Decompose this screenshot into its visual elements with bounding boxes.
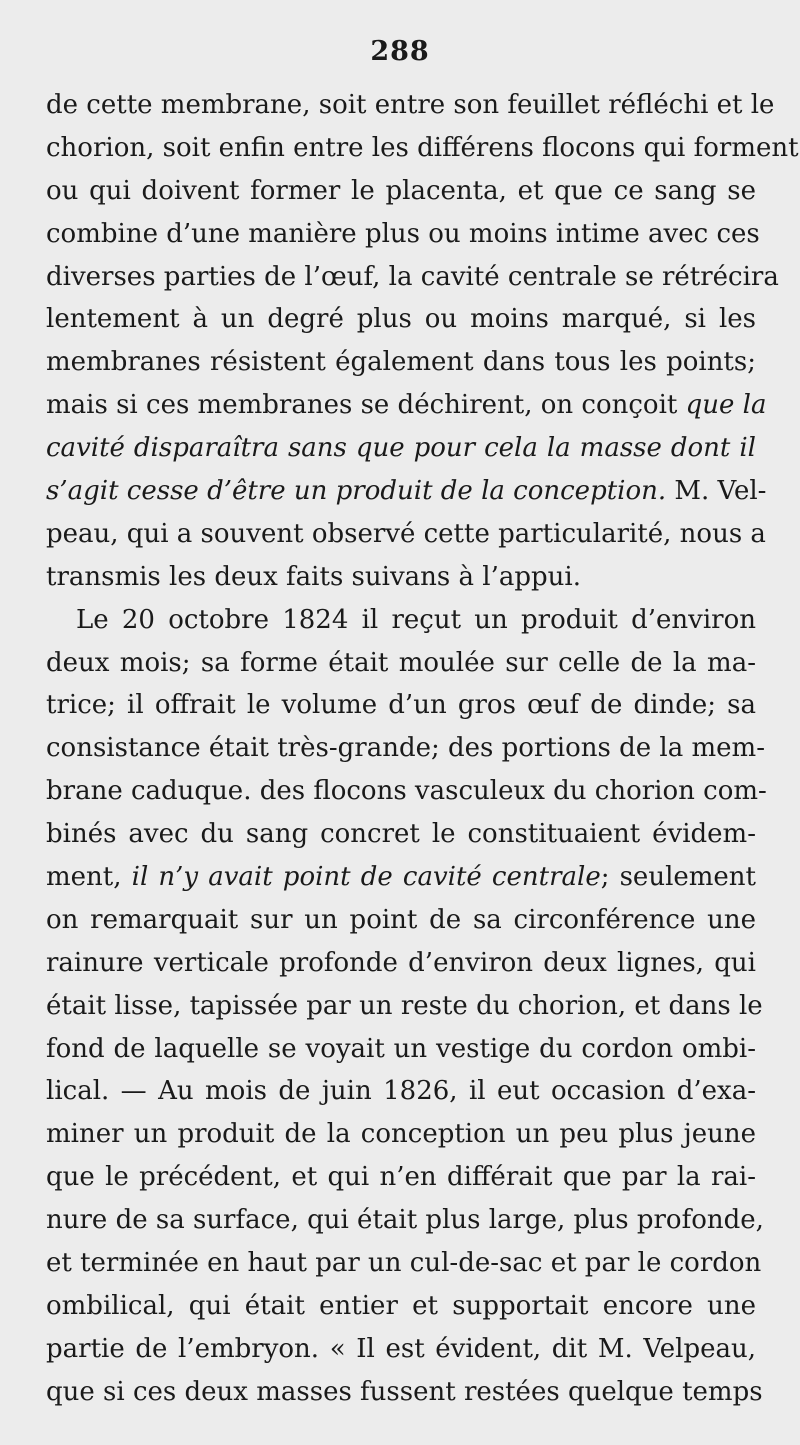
text-line <box>46 1113 756 1156</box>
text-segment: ombilical, qui était entier et supportait encore une <box>46 1290 756 1321</box>
text-line <box>46 1156 756 1199</box>
text-segment: lentement à un degré plus ou moins marqué, si les <box>46 304 756 335</box>
text-line <box>46 642 756 685</box>
text-segment: que le précédent, et qui n’en différait que par la rai- <box>46 1162 756 1193</box>
text-segment: que si ces deux masses fussent restées quelque temps <box>46 1376 763 1407</box>
text-line <box>46 813 756 856</box>
text-segment: chorion, soit enfin entre les différens flocons qui forment <box>46 132 799 163</box>
body-text <box>46 84 799 1414</box>
text-line <box>46 513 766 556</box>
text-line <box>46 1371 763 1414</box>
text-segment: partie de l’embryon. « Il est évident, dit M. Velpeau, <box>46 1333 756 1364</box>
text-line <box>46 1070 756 1113</box>
text-line <box>46 556 756 599</box>
text-line <box>46 599 756 642</box>
text-segment: de cette membrane, soit entre son feuillet réfléchi et le <box>46 90 775 120</box>
text-segment: rainure verticale profonde d’environ deux lignes, qui <box>46 947 756 978</box>
text-segment: on remarquait sur un point de sa circonférence une <box>46 904 756 935</box>
italic-text: s’agit cesse d’être un produit de la conception. <box>46 476 667 507</box>
text-segment: miner un produit de la conception un peu plus jeune <box>46 1119 756 1150</box>
text-line <box>46 256 779 299</box>
text-segment: membranes résistent également dans tous les points; <box>46 347 756 378</box>
italic-text: il n’y avait point de cavité centrale <box>131 862 601 893</box>
page-number: 288 <box>370 36 430 67</box>
text-segment: combine d’une manière plus ou moins intime avec ces <box>46 218 760 249</box>
text-line <box>46 942 756 985</box>
text-segment: mais si ces membranes se déchirent, on conçoit <box>46 390 686 421</box>
text-line <box>46 770 767 813</box>
text-line <box>46 1028 756 1071</box>
text-segment: consistance était très-grande; des portions de la mem- <box>46 733 765 764</box>
text-line <box>46 985 763 1028</box>
text-line <box>46 899 756 942</box>
text-line <box>46 727 765 770</box>
text-line <box>46 1199 764 1242</box>
text-segment: trice; il offrait le volume d’un gros œuf de dinde; sa <box>46 690 756 721</box>
text-line <box>46 1328 756 1371</box>
text-segment: fond de laquelle se voyait un vestige du cordon ombi- <box>46 1033 756 1064</box>
text-segment: deux mois; sa forme était moulée sur celle de la ma- <box>46 647 756 678</box>
text-segment: transmis les deux faits suivans à l’appui. <box>46 561 581 592</box>
italic-text: que la <box>685 390 767 421</box>
text-line <box>46 470 767 513</box>
text-line <box>46 127 799 170</box>
text-line <box>46 1242 762 1285</box>
text-line <box>46 684 756 727</box>
text-segment: était lisse, tapissée par un reste du chorion, et dans le <box>46 990 763 1021</box>
text-segment: peau, qui a souvent observé cette particularité, nous a <box>46 518 766 549</box>
text-line <box>46 170 756 213</box>
text-line <box>46 856 756 899</box>
text-segment: binés avec du sang concret le constituaient évidem- <box>46 819 756 850</box>
text-line <box>46 213 760 256</box>
text-segment: et terminée en haut par un cul-de-sac et par le cordon <box>46 1248 762 1279</box>
text-segment: diverses parties de l’œuf, la cavité centrale se rétrécira <box>46 261 779 292</box>
text-segment: lical. — Au mois de juin 1826, il eut occasion d’exa- <box>46 1076 756 1107</box>
text-line <box>46 341 756 384</box>
text-segment: nure de sa surface, qui était plus large, plus profonde, <box>46 1205 764 1236</box>
text-line <box>46 84 775 127</box>
text-segment: Le 20 octobre 1824 il reçut un produit d’environ <box>76 604 756 635</box>
text-segment: ou qui doivent former le placenta, et que ce sang se <box>46 175 756 206</box>
text-segment: brane caduque. des flocons vasculeux du chorion com- <box>46 776 767 807</box>
text-line <box>46 298 756 341</box>
text-segment: M. Vel- <box>666 476 767 507</box>
text-line <box>46 384 767 427</box>
text-segment: ; seulement <box>600 862 757 893</box>
text-line <box>46 1285 756 1328</box>
italic-text: cavité disparaîtra sans que pour cela la masse dont il <box>46 433 756 464</box>
text-line <box>46 427 756 470</box>
text-segment: ment, <box>46 862 132 893</box>
